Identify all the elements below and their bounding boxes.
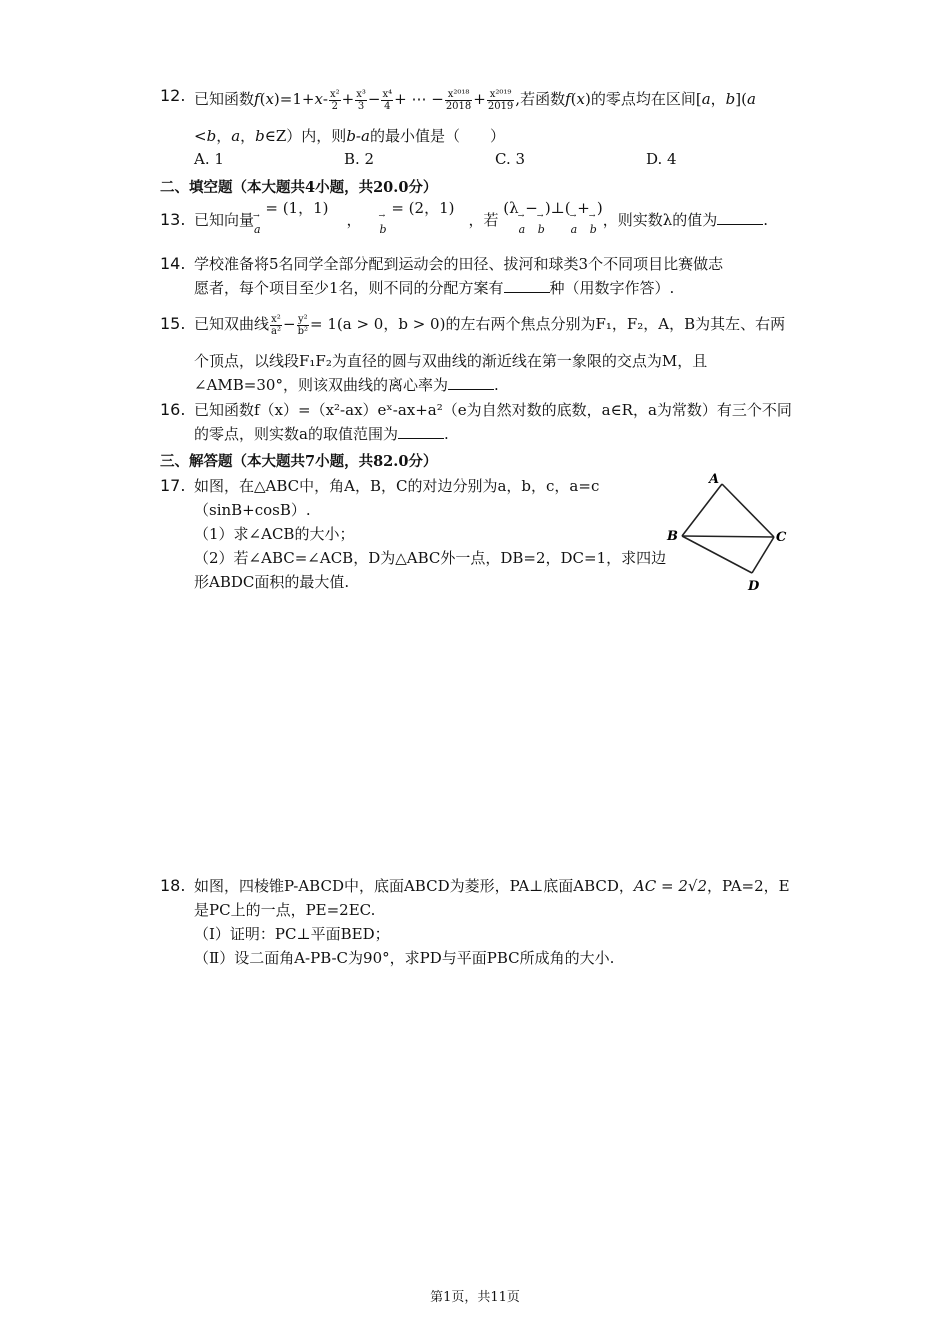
fraction	[297, 314, 309, 337]
vector-a: → a	[519, 218, 526, 242]
answer-blank	[398, 424, 444, 439]
question-number: 18.	[160, 876, 186, 895]
q18-line-4: （Ⅱ）设二面角A-PB-C为90°，求PD与平面PBC所成角的大小.	[194, 949, 615, 967]
text: = (1，1)	[265, 199, 329, 217]
denominator: 2019	[487, 100, 514, 112]
q12-line-1: 已知函数f(x)=1+x- $\frac{\text{x²}}{2}$ + $\frac{\text{x³}}{3}$ − $\frac{\text{x⁴}}{4}$ + ⋯ − $\frac{\text{x²⁰¹⁸}}{2018}$ + $\frac{\text{x²⁰¹⁹}}{2019}$ ,若函数f(x)的零点均在区间[a，b](a	[194, 88, 756, 112]
option-b: B. 2	[344, 150, 375, 168]
text: b-a	[346, 127, 370, 145]
q13-line-1	[194, 199, 800, 242]
q17-line-5: 形ABDC面积的最大值.	[194, 573, 350, 591]
denominator: b²	[297, 325, 308, 337]
text: ,若函数	[515, 90, 566, 108]
section-heading-fill-in: 二、填空题（本大题共4小题，共20.0分）	[160, 179, 438, 196]
text: .	[493, 375, 499, 394]
question-number: 17.	[160, 476, 186, 495]
text: )	[596, 199, 603, 217]
q18-line-3: （Ⅰ）证明：PC⊥平面BED；	[194, 925, 390, 943]
segment-ab	[682, 484, 722, 536]
answer-blank	[504, 278, 550, 293]
question-number: 15.	[160, 314, 186, 333]
text: f	[565, 90, 571, 108]
text: ，	[346, 211, 362, 229]
text: a	[231, 127, 241, 145]
question-number: 16.	[160, 400, 186, 419]
q15-line-2: 个顶点，以线段F₁F₂为直径的圆与双曲线的渐近线在第一象限的交点为M，且	[194, 351, 708, 370]
question-13	[160, 199, 800, 242]
denominator: a²	[271, 325, 281, 337]
q16-line-1: 已知函数f（x）=（x²-ax）eˣ-ax+a²（e为自然对数的底数，a∈R，a为常数）有三个不同	[194, 401, 792, 419]
question-14	[160, 252, 800, 300]
q14-line-1: 学校准备将5名同学全部分配到运动会的田径、拔河和球类3个不同项目比赛做志	[194, 255, 724, 273]
text: b	[255, 127, 265, 145]
q12-line-2	[194, 124, 800, 148]
answer-blank	[717, 210, 763, 225]
page-footer: 第1页，共11页	[430, 1290, 520, 1305]
denominator: 4	[384, 100, 391, 112]
q16-line-2	[194, 422, 800, 446]
text: x	[314, 90, 323, 108]
text: −	[525, 199, 538, 217]
q17-line-2: （sinB+cosB）.	[194, 501, 311, 519]
vector-b: → b	[380, 218, 387, 242]
vector-b: → b	[538, 218, 545, 242]
fraction	[445, 89, 472, 112]
text: AC = 2√2	[633, 877, 707, 895]
question-17	[160, 474, 667, 594]
section-heading-solutions: 三、解答题（本大题共7小题，共82.0分）	[160, 453, 438, 470]
text: f	[254, 90, 260, 108]
text: ，	[240, 127, 256, 145]
text: 的左右两个焦点分别为F₁，F₂，A，B为其左、右两	[445, 315, 786, 333]
answer-blank	[448, 375, 494, 390]
denominator: 3	[357, 100, 365, 112]
text: 的零点均在区间[	[590, 90, 702, 108]
text: .	[443, 425, 449, 443]
question-number: 14.	[160, 254, 186, 273]
question-15	[160, 312, 800, 397]
question-18	[160, 874, 800, 970]
text: 已知双曲线	[194, 315, 270, 333]
q14-line-2	[194, 276, 800, 300]
text: ∈Z）内，则	[264, 127, 347, 145]
text: )⊥(	[544, 199, 571, 217]
q18-line-1	[194, 874, 800, 898]
text: 已知函数	[194, 90, 255, 108]
q15-line-1: 已知双曲线 $\frac{\text{x²}}{\text{a²}}$ − $\frac{\text{y²}}{\text{b²}}$ = 1(a > 0，b > 0)的左右两个焦点分别为F₁，F₂，A，B为其左、右两	[194, 313, 786, 337]
vector-b: → b	[590, 218, 597, 242]
text: 的最小值是（ ）	[369, 127, 505, 145]
text: ，若	[468, 211, 499, 229]
text: .	[763, 211, 768, 229]
option-a: A. 1	[194, 150, 224, 168]
label-a: A	[709, 472, 720, 487]
text: ](	[735, 90, 747, 108]
segment-bc	[682, 536, 774, 537]
numerator: y²	[297, 313, 308, 325]
text: 已知向量	[194, 211, 255, 229]
q18-line-2: 是PC上的一点，PE=2EC.	[194, 901, 376, 919]
question-12	[160, 84, 800, 148]
fraction	[329, 89, 341, 112]
label-c: C	[776, 530, 787, 545]
q17-line-4: （2）若∠ABC=∠ACB，D为△ABC外一点，DB=2，DC=1，求四边	[194, 549, 667, 567]
text: ∠AMB=30°，则该双曲线的离心率为	[194, 375, 448, 394]
numerator: x²	[271, 313, 281, 325]
fraction	[487, 89, 514, 112]
text: = (2，1)	[391, 199, 455, 217]
q17-line-1: 如图，在△ABC中，角A，B，C的对边分别为a，b，c，a=c	[194, 477, 600, 495]
option-d: D. 4	[646, 150, 677, 168]
text: a	[701, 90, 711, 108]
numerator: x²⁰¹⁹	[487, 89, 514, 101]
text: x	[576, 90, 585, 108]
q15-line-3	[194, 373, 800, 397]
segment-cd	[752, 537, 774, 573]
numerator: x⁴	[382, 88, 393, 100]
text: =1+	[279, 90, 315, 108]
label-b: B	[667, 529, 678, 544]
denominator: 2	[331, 100, 339, 112]
text: ，	[710, 90, 726, 108]
option-c: C. 3	[495, 150, 526, 168]
text: (λ	[503, 199, 519, 217]
vector-a: → a	[254, 218, 261, 242]
text: 如图，四棱锥P-ABCD中，底面ABCD为菱形，PA⊥底面ABCD，	[194, 877, 634, 895]
question-16	[160, 398, 800, 446]
q17-line-3: （1）求∠ACB的大小；	[194, 525, 355, 543]
text: ，PA=2，E	[706, 877, 790, 895]
segment-bd	[682, 536, 752, 573]
text: <	[194, 127, 207, 145]
text: ，则实数λ的值为	[602, 211, 718, 229]
text: = 1(a > 0，b > 0)	[310, 315, 446, 333]
numerator: x²	[330, 88, 340, 100]
text: +	[577, 199, 590, 217]
question-number: 12.	[160, 86, 186, 105]
numerator: x³	[356, 88, 366, 100]
quadrilateral-figure	[662, 470, 796, 596]
vector-a: → a	[571, 218, 578, 242]
segment-ac	[722, 484, 774, 537]
label-d: D	[748, 579, 760, 594]
text: 种（用数字作答）.	[549, 279, 675, 297]
text: 的零点，则实数a的取值范围为	[194, 425, 398, 443]
fraction	[381, 89, 393, 112]
text: ，	[216, 127, 232, 145]
text: b	[206, 127, 217, 145]
text: x	[265, 90, 274, 108]
text: b	[725, 90, 736, 108]
text: a	[746, 90, 756, 108]
fraction	[355, 89, 367, 112]
text: 愿者，每个项目至少1名，则不同的分配方案有	[194, 279, 504, 297]
denominator: 2018	[445, 100, 472, 112]
fraction	[270, 314, 282, 337]
numerator: x²⁰¹⁸	[445, 89, 472, 101]
question-number: 13.	[160, 210, 186, 229]
